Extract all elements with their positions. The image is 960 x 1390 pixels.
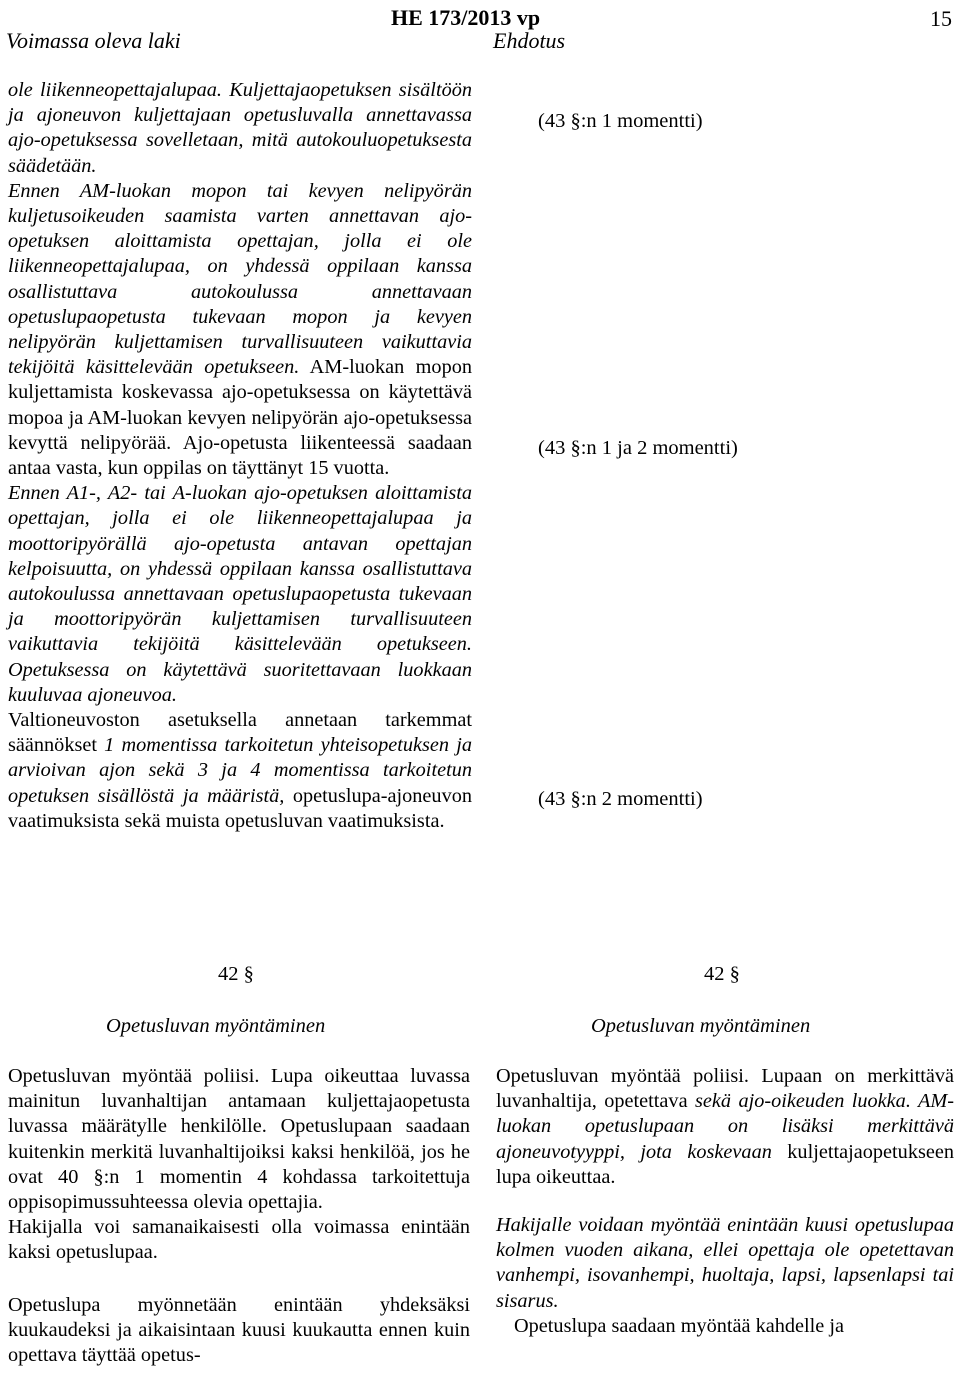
current-law-column [8,78,472,834]
current-law-p3-italic: Ennen A1-, A2- tai A-luokan ajo-opetuksen aloittamista opettajan, jolla ei ole liikenneopettajalupaa ja moottoripyörällä ajo-opetusta antavan opettajan kelpoisuutta, on yhdessä oppilaan kanssa osallistuttava autokoulussa annettavaan opetuslupaopetusta tukevaan ja moottoripyörän kuljettamisen turvallisuuteen vaikuttavia tekijöitä käsittelevään opetukseen. Opetuksessa on käytettävä suoritettavaan luokkaan kuuluvaa ajoneuvoa. [8,482,472,706]
header-left-label: Voimassa oleva laki [6,28,181,53]
current-law-p2-regular: AM-luokan mopon kuljettamista koskevassa ajo-opetuksessa on käytettävä mopoa ja AM-luokan kevyen nelipyörän ajo-opetuksessa kevyttä nelipyörää. Ajo-opetusta liikenteessä saadaan antaa vasta, kun oppilas on täyttänyt 15 vuotta. [8,356,472,480]
section-number-left: 42 § [218,963,254,985]
proposal-section-42 [496,1064,954,1339]
section-number-right: 42 § [704,963,740,985]
lower-left-paragraph-3: Opetuslupa myönnetään enintään yhdeksäksi kuukaudeksi ja aikaisintaan kuusi kuukautta ennen kuin opettava täyttää opetus- [8,1293,470,1367]
reference-3: (43 §:n 2 momentti) [538,788,703,810]
lower-right-p1-a: Opetusluvan myöntää poliisi. Lupaan on merkittävä luvanhaltija, opetettava [496,1065,954,1113]
reference-1: (43 §:n 1 momentti) [538,110,703,132]
lower-left-paragraph-2: Hakijalla voi samanaikaisesti olla voimassa enintään kaksi opetuslupaa. [8,1216,470,1264]
document-id: HE 173/2013 vp [391,5,541,30]
current-law-p2-italic: Ennen AM-luokan mopon tai kevyen nelipyörän kuljetusoikeuden saamista varten annettavan ajo-opetuksen aloittamista opettajan, jolla ei ole liikenneopettajalupaa, on yhdessä oppilaan kanssa osallistuttava autokoulussa annettavaan opetuslupaopetusta tukevaan mopon ja kevyen nelipyörän kuljettamisen turvallisuuteen vaikuttavia tekijöitä käsittelevään opetukseen. [8,179,472,379]
current-law-paragraph-4 [8,708,472,834]
current-law-paragraph-2 [8,179,472,481]
lower-right-p1-c: kuljettajaopetukseen lupa oikeuttaa. [496,1140,954,1188]
lower-left-paragraph-1: Opetusluvan myöntää poliisi. Lupa oikeuttaa luvassa mainitun luvanhaltijan antamaan kuljettajaopetusta luvassa määrätylle henkilölle. Opetuslupaan saadaan kuitenkin merkitä luvanhaltijoiksi kaksi henkilöä, jos he ovat 40 §:n 1 momentin 4 kohdassa tarkoitettuja oppisopimussuhteessa olevia opettajia. [8,1065,470,1214]
section-title-left: Opetusluvan myöntäminen [106,1015,326,1037]
current-law-section-42 [8,1064,470,1368]
lower-right-paragraph-3: Opetuslupa saadaan myöntää kahdelle ja [514,1314,845,1337]
current-law-p4-c: opetuslupa-ajoneuvon vaatimuksista sekä muista opetusluvan vaatimuksista. [8,784,472,832]
reference-2: (43 §:n 1 ja 2 momentti) [538,437,738,459]
header-right-label: Ehdotus [493,28,566,53]
lower-right-paragraph-2: Hakijalle voidaan myöntää enintään kuusi opetuslupaa kolmen vuoden aikana, ellei opettaja ole opetettavan vanhempi, isovanhempi, huoltaja, lapsi, lapsenlapsi tai sisarus. [496,1214,954,1312]
lower-right-p1-b: sekä ajo-oikeuden luokka. AM-luokan opetuslupaan on lisäksi merkittävä ajoneuvotyyppi, jota koskevaan [496,1090,954,1163]
current-law-paragraph-1 [8,78,472,179]
current-law-p1: ole liikenneopettajalupaa. Kuljettajaopetuksen sisältöön ja ajoneuvon kuljettajaan opetusluvalla annettavassa ajo-opetuksessa sovelletaan, mitä autokouluopetuksesta säädetään. [8,79,472,177]
section-title-right: Opetusluvan myöntäminen [591,1015,811,1037]
current-law-paragraph-3 [8,481,472,708]
lower-right-paragraph-1 [496,1064,954,1190]
current-law-p4-b: 1 momentissa tarkoitetun yhteisopetuksen ja arvioivan ajon sekä 3 ja 4 momentissa tarkoitetun opetuksen sisällöstä ja määristä, [8,734,472,807]
current-law-p4-a: Valtioneuvoston asetuksella annetaan tarkemmat säännökset [8,709,472,757]
page-number: 15 [930,6,952,31]
